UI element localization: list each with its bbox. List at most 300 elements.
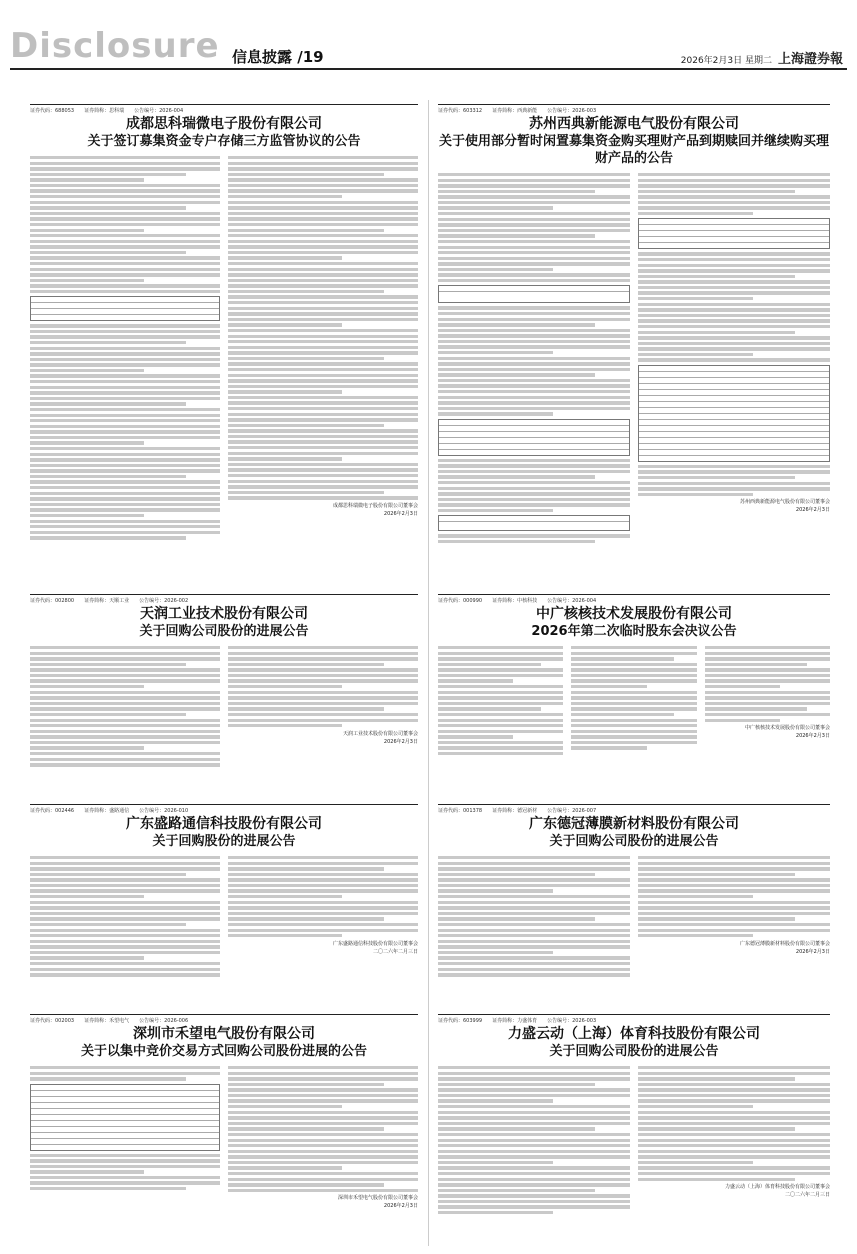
text-line <box>228 385 418 388</box>
text-line <box>438 940 630 943</box>
table-row <box>639 243 829 248</box>
text-line <box>228 685 342 688</box>
text-line <box>438 1178 630 1181</box>
text-line <box>228 429 418 432</box>
text-line <box>571 685 646 688</box>
text-line <box>438 534 630 537</box>
text-line <box>638 1139 830 1142</box>
text-line <box>571 679 696 682</box>
text-line <box>30 968 220 971</box>
text-line <box>228 468 418 471</box>
signature-date: 2026年2月3日 <box>383 510 418 517</box>
text-line <box>228 290 384 293</box>
text-line <box>30 525 220 528</box>
text-line <box>638 873 795 876</box>
text-line <box>638 1166 830 1169</box>
text-line <box>30 752 220 755</box>
notice-header <box>438 605 830 640</box>
text-line <box>438 212 630 215</box>
text-line <box>438 1189 595 1192</box>
text-line <box>30 702 220 705</box>
text-line <box>30 884 220 887</box>
text-line <box>228 668 418 671</box>
text-line <box>30 713 186 716</box>
notice-company: 广东盛路通信科技股份有限公司 <box>126 816 322 832</box>
text-line <box>638 878 830 881</box>
text-line <box>228 1116 418 1119</box>
notice-title: 关于以集中竞价交易方式回购公司股份进展的公告 <box>80 1044 367 1059</box>
text-line <box>30 212 220 215</box>
notice-title: 关于回购公司股份的进展公告 <box>549 1044 719 1059</box>
text-line <box>30 358 220 361</box>
text-line <box>228 895 342 898</box>
newspaper-name: 上海證券報 <box>777 52 843 67</box>
text-line <box>438 498 630 501</box>
notice-signature <box>705 724 830 740</box>
text-line <box>438 1183 630 1186</box>
text-line <box>438 312 630 315</box>
text-line <box>228 374 418 377</box>
text-line <box>228 702 418 705</box>
text-line <box>438 929 630 932</box>
text-line <box>228 401 418 404</box>
notice-signature <box>228 940 418 956</box>
notice-codes: 证券代码：603312 证券简称：西典新能 公告编号：2026-003 <box>438 108 597 114</box>
notice-body <box>30 156 418 542</box>
text-line <box>438 956 630 959</box>
text-line <box>30 352 220 355</box>
notice-header <box>438 1025 830 1060</box>
text-line <box>705 657 830 660</box>
text-line <box>438 1083 595 1086</box>
text-line <box>438 475 595 478</box>
text-line <box>228 201 418 204</box>
text-line <box>30 262 220 265</box>
text-line <box>638 314 830 317</box>
text-line <box>638 1099 830 1102</box>
text-line <box>638 895 753 898</box>
text-line <box>571 663 696 666</box>
text-line <box>438 323 595 326</box>
masthead-rule <box>10 68 847 70</box>
notice-body <box>438 646 830 758</box>
notice-company: 力盛云动（上海）体育科技股份有限公司 <box>508 1026 760 1042</box>
text-line <box>228 1099 418 1102</box>
text-line <box>438 396 630 399</box>
text-line <box>438 968 630 971</box>
text-line <box>30 1077 186 1080</box>
text-line <box>30 386 220 389</box>
text-line <box>30 895 144 898</box>
text-line <box>30 652 220 655</box>
text-line <box>30 962 220 965</box>
text-line <box>438 229 630 232</box>
text-line <box>638 856 830 859</box>
text-line <box>571 646 696 649</box>
text-line <box>638 184 830 187</box>
text-line <box>638 1077 795 1080</box>
text-line <box>438 719 563 722</box>
text-line <box>228 663 384 666</box>
text-line <box>228 496 418 499</box>
text-line <box>638 487 830 490</box>
text-line <box>705 696 830 699</box>
text-line <box>438 223 630 226</box>
signature-company: 广东德冠薄膜新材料股份有限公司董事会 <box>739 940 830 947</box>
text-line <box>438 668 563 671</box>
text-line <box>438 962 630 965</box>
text-line <box>438 201 630 204</box>
text-line <box>438 646 563 649</box>
text-line <box>228 346 418 349</box>
text-line <box>638 1094 830 1097</box>
text-line <box>438 195 630 198</box>
text-line <box>438 1077 630 1080</box>
text-column <box>438 173 630 546</box>
text-line <box>571 696 696 699</box>
text-line <box>30 497 220 500</box>
text-line <box>438 487 630 490</box>
text-line <box>438 329 630 332</box>
text-line <box>638 1144 830 1147</box>
text-line <box>438 459 630 462</box>
text-line <box>638 358 830 361</box>
text-line <box>228 719 418 722</box>
text-line <box>438 1111 630 1114</box>
text-line <box>638 1088 830 1091</box>
text-line <box>228 195 342 198</box>
text-line <box>638 212 753 215</box>
text-line <box>638 1066 830 1069</box>
text-line <box>638 470 830 473</box>
table-row <box>31 315 219 320</box>
text-line <box>30 256 220 259</box>
text-line <box>438 867 630 870</box>
text-line <box>228 889 418 892</box>
signature-date: 二〇二六年二月三日 <box>372 948 418 955</box>
text-line <box>438 481 630 484</box>
text-column <box>30 1066 220 1210</box>
text-line <box>638 286 830 289</box>
text-line <box>228 491 384 494</box>
text-line <box>438 713 563 716</box>
text-line <box>438 674 563 677</box>
text-line <box>30 436 220 439</box>
text-line <box>30 475 186 478</box>
text-line <box>438 1194 630 1197</box>
text-line <box>228 189 418 192</box>
text-line <box>228 923 418 926</box>
text-line <box>228 906 418 909</box>
text-line <box>228 452 418 455</box>
text-line <box>30 934 220 937</box>
text-line <box>638 1105 753 1108</box>
text-line <box>30 414 220 417</box>
text-line <box>30 251 186 254</box>
text-line <box>30 201 220 204</box>
text-line <box>438 540 595 543</box>
wordmark-text: Disclosure <box>10 26 220 66</box>
text-line <box>438 906 630 909</box>
text-line <box>705 719 780 722</box>
text-line <box>228 1189 418 1192</box>
text-line <box>30 229 144 232</box>
text-line <box>638 1150 830 1153</box>
text-line <box>438 862 630 865</box>
notice-header <box>30 815 418 850</box>
text-line <box>30 730 220 733</box>
text-line <box>638 1161 753 1164</box>
text-line <box>30 167 220 170</box>
text-line <box>228 912 418 915</box>
text-line <box>638 867 830 870</box>
text-line <box>30 674 220 677</box>
text-line <box>228 368 418 371</box>
text-line <box>30 696 220 699</box>
text-line <box>638 482 830 485</box>
signature-company: 深圳市禾望电气股份有限公司董事会 <box>337 1195 418 1202</box>
text-line <box>228 446 418 449</box>
table-row <box>31 1145 219 1150</box>
text-line <box>228 234 418 237</box>
text-line <box>438 1133 630 1136</box>
text-line <box>438 218 630 221</box>
text-line <box>30 873 186 876</box>
text-line <box>571 668 696 671</box>
text-line <box>438 1099 553 1102</box>
text-line <box>228 929 418 932</box>
text-line <box>638 252 830 255</box>
text-column <box>228 646 418 769</box>
text-line <box>30 279 144 282</box>
text-line <box>638 923 830 926</box>
text-line <box>438 1094 630 1097</box>
text-line <box>228 357 384 360</box>
text-line <box>438 730 563 733</box>
text-column <box>705 646 830 758</box>
text-line <box>30 245 220 248</box>
text-column <box>30 156 220 542</box>
text-line <box>438 679 513 682</box>
text-line <box>228 418 418 421</box>
text-line <box>30 173 186 176</box>
text-line <box>228 1094 418 1097</box>
text-line <box>30 240 220 243</box>
text-line <box>438 401 630 404</box>
text-line <box>438 1166 630 1169</box>
text-line <box>438 973 630 976</box>
text-line <box>30 763 220 766</box>
text-line <box>438 1144 630 1147</box>
text-line <box>438 464 630 467</box>
text-line <box>30 668 220 671</box>
text-line <box>30 719 220 722</box>
text-line <box>228 351 418 354</box>
text-line <box>228 1172 418 1175</box>
notice-codes: 证券代码：002003 证券简称：禾望电气 公告编号：2026-006 <box>30 1018 189 1024</box>
text-line <box>30 430 220 433</box>
text-line <box>228 1105 342 1108</box>
text-line <box>438 1127 595 1130</box>
text-line <box>438 357 630 360</box>
text-line <box>638 280 830 283</box>
text-line <box>30 862 220 865</box>
text-line <box>571 735 696 738</box>
text-line <box>228 1166 342 1169</box>
signature-company: 力盛云动（上海）体育科技股份有限公司董事会 <box>724 1184 830 1191</box>
text-line <box>228 167 418 170</box>
notice-body <box>30 646 418 769</box>
notice-title: 关于回购公司股份的进展公告 <box>139 624 309 639</box>
product-table-2 <box>438 515 630 531</box>
text-line <box>30 1072 220 1075</box>
text-line <box>438 696 563 699</box>
text-line <box>228 1139 418 1142</box>
text-column <box>638 173 830 546</box>
text-line <box>638 275 795 278</box>
signature-company: 广东盛路通信科技股份有限公司董事会 <box>332 940 418 947</box>
text-line <box>438 1155 630 1158</box>
notice-codes: 证券代码：001378 证券简称：德冠新材 公告编号：2026-007 <box>438 808 597 814</box>
text-line <box>438 1088 630 1091</box>
notice-hewang <box>30 1014 418 1247</box>
notice-header <box>30 605 418 640</box>
text-line <box>30 923 186 926</box>
notice-company: 深圳市禾望电气股份有限公司 <box>133 1026 315 1042</box>
notice-title: 关于签订募集资金专户存储三方监管协议的公告 <box>87 134 361 149</box>
text-line <box>30 290 220 293</box>
text-line <box>228 1150 418 1153</box>
balance-table <box>638 218 830 249</box>
text-column <box>228 1066 418 1210</box>
text-line <box>30 514 144 517</box>
text-line <box>228 268 418 271</box>
text-line <box>438 1172 630 1175</box>
text-line <box>228 707 384 710</box>
text-line <box>228 413 418 416</box>
text-line <box>228 934 342 937</box>
text-line <box>30 1159 220 1162</box>
text-line <box>30 951 220 954</box>
text-line <box>228 424 384 427</box>
notice-body <box>438 1066 830 1217</box>
notice-title: 关于回购公司股份的进展公告 <box>549 834 719 849</box>
text-line <box>30 1170 144 1173</box>
notice-header <box>30 1025 418 1060</box>
text-line <box>30 646 220 649</box>
text-line <box>438 384 630 387</box>
notice-signature <box>638 498 830 514</box>
text-line <box>30 363 220 366</box>
text-line <box>228 646 418 649</box>
subscription-table <box>438 419 630 456</box>
notice-deguan <box>438 804 830 1001</box>
text-line <box>30 486 220 489</box>
text-line <box>228 1077 418 1080</box>
signature-date: 2026年2月3日 <box>383 1203 418 1210</box>
text-line <box>228 251 418 254</box>
text-line <box>438 345 630 348</box>
text-line <box>228 217 418 220</box>
text-line <box>228 463 418 466</box>
text-line <box>438 1161 553 1164</box>
text-line <box>705 713 830 716</box>
text-line <box>30 453 220 456</box>
notice-title: 关于使用部分暂时闲置募集资金购买理财产品到期赎回并继续购买理财产品的公告 <box>438 134 829 166</box>
text-line <box>705 674 830 677</box>
text-line <box>228 1133 418 1136</box>
text-line <box>638 347 830 350</box>
notice-cgn-nuclear <box>438 594 830 791</box>
text-line <box>228 162 418 165</box>
text-line <box>228 407 418 410</box>
text-line <box>638 342 830 345</box>
text-line <box>30 917 220 920</box>
text-line <box>438 912 630 915</box>
text-line <box>705 652 830 655</box>
text-line <box>438 306 630 309</box>
text-line <box>30 408 220 411</box>
notice-body <box>30 1066 418 1210</box>
signature-company: 成都思科瑞微电子股份有限公司董事会 <box>332 502 418 509</box>
text-line <box>228 335 418 338</box>
notice-company: 成都思科瑞微电子股份有限公司 <box>126 116 322 132</box>
text-line <box>438 923 630 926</box>
signature-date: 二〇二六年二月三日 <box>784 1192 830 1199</box>
text-line <box>438 741 563 744</box>
text-line <box>228 1183 384 1186</box>
text-line <box>30 758 220 761</box>
text-line <box>438 1211 553 1214</box>
text-line <box>438 917 595 920</box>
text-line <box>30 1154 220 1157</box>
text-column <box>571 646 696 758</box>
text-line <box>438 873 595 876</box>
notice-sikerui <box>30 104 418 581</box>
text-line <box>30 419 220 422</box>
text-line <box>228 262 418 265</box>
text-line <box>228 440 418 443</box>
text-line <box>228 323 342 326</box>
text-line <box>571 707 696 710</box>
text-line <box>438 663 541 666</box>
text-line <box>30 402 186 405</box>
text-line <box>638 179 830 182</box>
text-line <box>228 1161 418 1164</box>
text-line <box>438 724 563 727</box>
text-line <box>638 1178 795 1181</box>
signature-date: 2026年2月3日 <box>383 738 418 745</box>
text-column <box>638 1066 830 1217</box>
text-line <box>438 190 595 193</box>
text-line <box>438 1122 630 1125</box>
text-column <box>228 156 418 542</box>
text-line <box>228 1178 418 1181</box>
text-line <box>30 195 220 198</box>
text-line <box>30 707 220 710</box>
notice-body <box>30 856 418 979</box>
text-line <box>438 373 595 376</box>
text-line <box>438 878 630 881</box>
text-line <box>438 492 630 495</box>
text-line <box>638 476 795 479</box>
text-line <box>438 1066 630 1069</box>
text-line <box>438 951 553 954</box>
text-line <box>228 917 384 920</box>
text-line <box>571 702 696 705</box>
text-line <box>228 1088 418 1091</box>
text-line <box>228 1083 384 1086</box>
